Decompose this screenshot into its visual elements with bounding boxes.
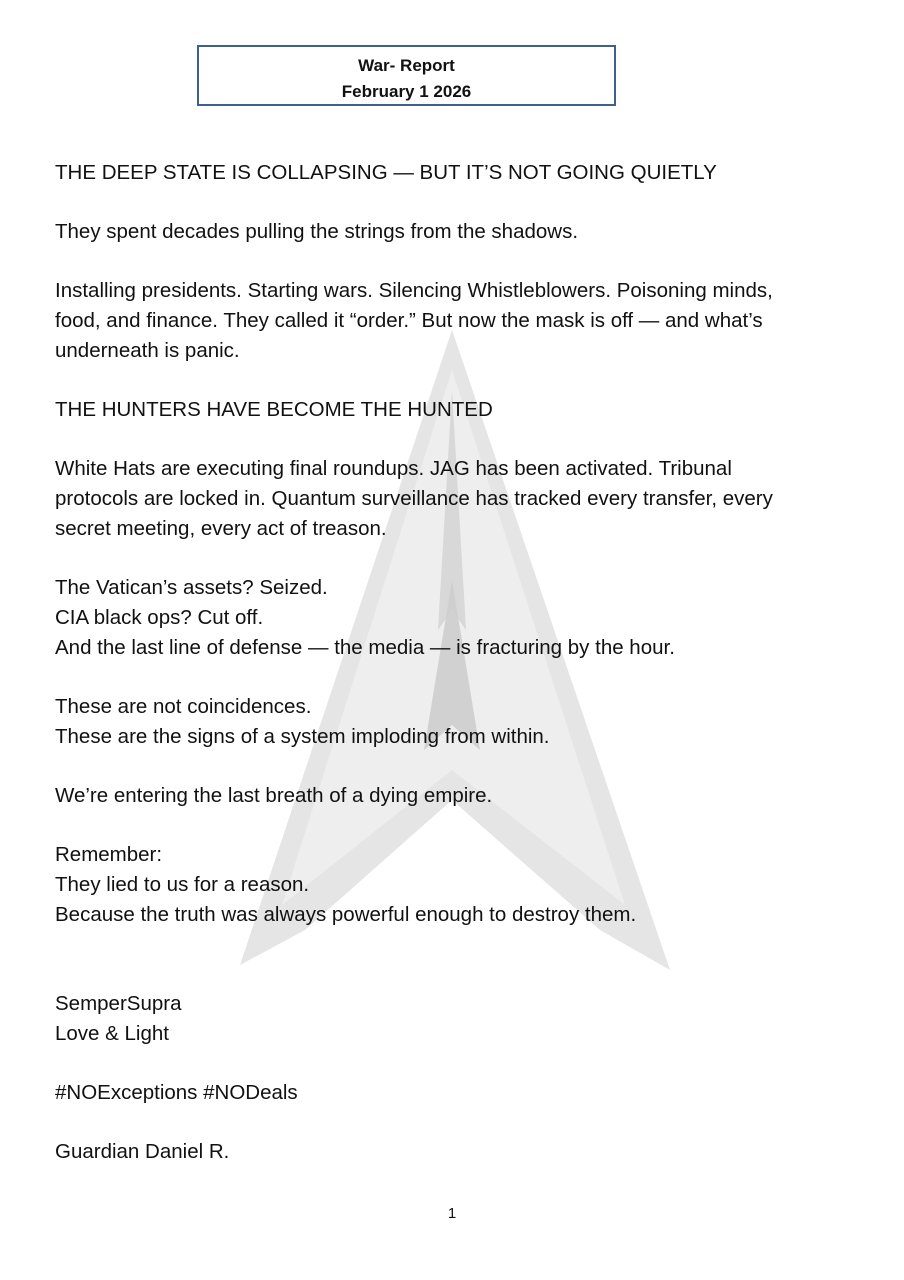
paragraph-vatican [55,573,855,663]
paragraph-line: These are the signs of a system imploding from within. [55,725,550,748]
report-title-box [197,45,616,106]
paragraph-line: These are not coincidences. [55,695,312,718]
paragraph-decades: They spent decades pulling the strings from the shadows. [55,220,579,243]
paragraph-coincidences [55,692,855,752]
headline-hunters: THE HUNTERS HAVE BECOME THE HUNTED [55,398,493,421]
paragraph-line: They lied to us for a reason. [55,873,310,896]
paragraph-line: Because the truth was always powerful enough to destroy them. [55,903,637,926]
paragraph-line: protocols are locked in. Quantum surveillance has tracked every transfer, every [55,487,773,510]
paragraph-line: CIA black ops? Cut off. [55,606,264,629]
signature: Guardian Daniel R. [55,1140,230,1163]
paragraph-line: underneath is panic. [55,339,240,362]
signoff-line: Love & Light [55,1022,169,1045]
paragraph-empire: We’re entering the last breath of a dying empire. [55,784,493,807]
paragraph-line: secret meeting, every act of treason. [55,517,387,540]
paragraph-line: Installing presidents. Starting wars. Silencing Whistleblowers. Poisoning minds, [55,279,773,302]
paragraph-line: food, and finance. They called it “order.” But now the mask is off — and what’s [55,309,763,332]
paragraph-installing [55,276,855,366]
signoff-line: SemperSupra [55,992,182,1015]
paragraph-line: And the last line of defense — the media — is fracturing by the hour. [55,636,675,659]
paragraph-line: Remember: [55,843,163,866]
paragraph-line: The Vatican’s assets? Seized. [55,576,328,599]
page-number: 1 [447,1205,457,1222]
paragraph-line: White Hats are executing final roundups. JAG has been activated. Tribunal [55,457,732,480]
signoff [55,989,855,1049]
report-title: War- Report [358,56,455,75]
hashtags: #NOExceptions #NODeals [55,1081,298,1104]
paragraph-remember [55,840,855,930]
headline-deep-state: THE DEEP STATE IS COLLAPSING — BUT IT’S NOT GOING QUIETLY [55,161,717,184]
report-date: February 1 2026 [341,82,472,101]
report-body [55,158,855,1196]
paragraph-white-hats [55,454,855,544]
